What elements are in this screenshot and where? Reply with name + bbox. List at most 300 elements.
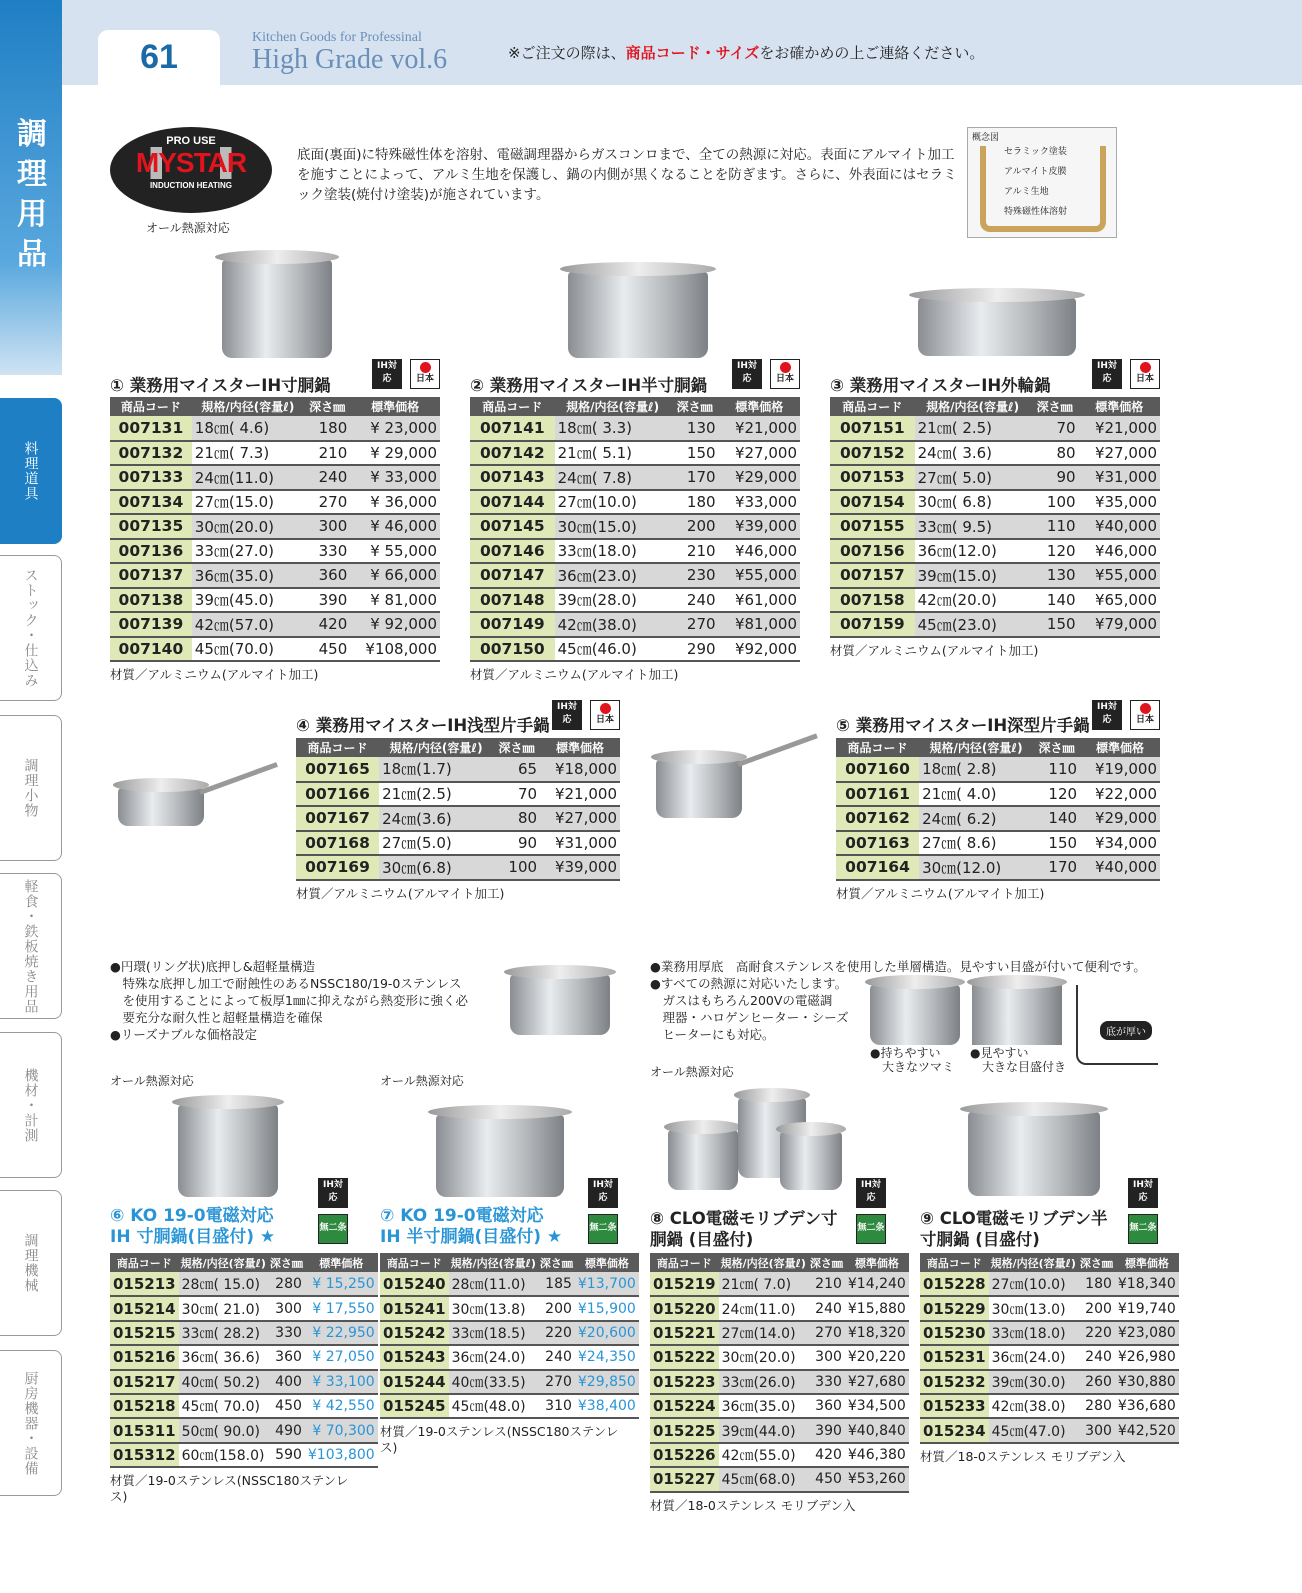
table-row <box>650 1272 909 1296</box>
table-row <box>650 1296 909 1320</box>
page-number: 61 <box>98 30 220 88</box>
table-row <box>296 757 620 782</box>
product-code: 015233 <box>920 1394 989 1418</box>
size-capacity: 39㎝(44.0) <box>719 1418 808 1442</box>
table-row <box>470 416 800 441</box>
product-code: 007156 <box>830 539 915 564</box>
table-row <box>110 1418 378 1442</box>
depth: 330 <box>268 1321 305 1345</box>
notice-suffix: をお確かめの上ご連絡ください。 <box>759 44 985 62</box>
material-note: 材質／アルミニウム(アルマイト加工) <box>110 667 319 682</box>
product-table <box>380 1253 639 1419</box>
made-in-japan-badge: 日本 <box>1130 700 1160 730</box>
depth: 240 <box>304 465 350 490</box>
table-row <box>830 514 1160 539</box>
price: ¥ 33,100 <box>305 1370 378 1394</box>
depth: 170 <box>1033 855 1080 880</box>
depth: 210 <box>808 1272 845 1296</box>
table-row <box>110 588 440 613</box>
depth: 120 <box>1031 539 1079 564</box>
size-capacity: 21㎝( 7.3) <box>192 441 304 466</box>
price: ¥24,350 <box>575 1345 639 1369</box>
logo-line2: MYSTAR <box>110 147 272 179</box>
depth: 490 <box>268 1418 305 1442</box>
column-header: 標準価格 <box>1115 1253 1179 1272</box>
column-header: 深さ㎜ <box>493 738 540 757</box>
depth: 270 <box>671 612 719 637</box>
product-code: 007163 <box>836 831 919 856</box>
depth: 120 <box>1033 782 1080 807</box>
size-capacity: 45㎝(68.0) <box>719 1467 808 1491</box>
depth: 240 <box>538 1345 575 1369</box>
table-row <box>830 588 1160 613</box>
table-row <box>110 563 440 588</box>
table-row <box>110 465 440 490</box>
column-header: 商品コード <box>836 738 919 757</box>
product-table <box>470 397 800 662</box>
column-header: 商品コード <box>296 738 379 757</box>
column-header: 商品コード <box>110 1253 179 1272</box>
product-code: 015312 <box>110 1443 179 1467</box>
size-capacity: 30㎝(6.8) <box>379 855 493 880</box>
pan-handle-5 <box>737 733 818 766</box>
price: ¥79,000 <box>1079 612 1160 637</box>
clo-caption-knob: ●持ちやすい 大きなツマミ <box>870 1046 955 1074</box>
product-code: 015216 <box>110 1345 179 1369</box>
price: ¥18,320 <box>845 1321 909 1345</box>
column-header: 規格/内径(容量ℓ) <box>179 1253 268 1272</box>
table-row <box>836 855 1160 880</box>
product-code: 007137 <box>110 563 192 588</box>
table-row <box>920 1272 1179 1296</box>
product-code: 015230 <box>920 1321 989 1345</box>
price: ¥53,260 <box>845 1467 909 1491</box>
size-capacity: 27㎝(10.0) <box>989 1272 1078 1296</box>
product-code: 007160 <box>836 757 919 782</box>
sk-badge: 無二条 <box>588 1214 618 1244</box>
table-row <box>830 465 1160 490</box>
price: ¥ 23,000 <box>350 416 440 441</box>
product-table <box>296 738 620 881</box>
table-row <box>110 1370 378 1394</box>
size-capacity: 30㎝( 6.8) <box>915 490 1031 515</box>
size-capacity: 21㎝(2.5) <box>379 782 493 807</box>
pot-image-6 <box>178 1105 278 1197</box>
all-heat-label: オール熱源対応 <box>380 1074 464 1088</box>
feature-line: を使用することによって板厚1㎜に抑えながら熱変形に強く必 <box>110 993 468 1008</box>
depth: 450 <box>304 637 350 662</box>
table-row <box>836 806 1160 831</box>
depth: 330 <box>304 539 350 564</box>
made-in-japan-badge: 日本 <box>770 359 800 389</box>
depth: 200 <box>538 1296 575 1320</box>
product-code: 015228 <box>920 1272 989 1296</box>
made-in-japan-badge: 日本 <box>590 700 620 730</box>
product-code: 007152 <box>830 441 915 466</box>
diagram-title: 概念図 <box>972 133 1000 143</box>
ih-badge: IH対応 <box>856 1178 886 1208</box>
pan-image-5 <box>656 760 742 818</box>
size-capacity: 39㎝(45.0) <box>192 588 304 613</box>
table-row <box>920 1345 1179 1369</box>
table-row <box>110 514 440 539</box>
size-capacity: 33㎝(18.0) <box>989 1321 1078 1345</box>
product-code: 007161 <box>836 782 919 807</box>
product-code: 007153 <box>830 465 915 490</box>
notice-highlight: 商品コード・サイズ <box>625 44 760 62</box>
size-capacity: 42㎝(38.0) <box>989 1394 1078 1418</box>
material-note: 材質／18-0ステンレス モリブデン入 <box>650 1497 856 1513</box>
depth: 210 <box>304 441 350 466</box>
table-row <box>470 514 800 539</box>
table-row <box>296 855 620 880</box>
depth: 100 <box>493 855 540 880</box>
price: ¥19,000 <box>1080 757 1160 782</box>
product-code: 015245 <box>380 1394 449 1418</box>
size-capacity: 40㎝(33.5) <box>449 1370 538 1394</box>
product-code: 007144 <box>470 490 555 515</box>
product-title: ① 業務用マイスターIH寸胴鍋 <box>110 376 331 395</box>
column-header: 規格/内径(容量ℓ) <box>192 397 304 416</box>
product-code: 007148 <box>470 588 555 613</box>
depth: 210 <box>671 539 719 564</box>
table-row <box>470 588 800 613</box>
table-row <box>470 612 800 637</box>
product-code: 015223 <box>650 1370 719 1394</box>
product-code: 015222 <box>650 1345 719 1369</box>
depth: 280 <box>1078 1394 1115 1418</box>
column-header: 商品コード <box>920 1253 989 1272</box>
depth: 90 <box>493 831 540 856</box>
product-code: 007162 <box>836 806 919 831</box>
table-row <box>830 416 1160 441</box>
price: ¥14,240 <box>845 1272 909 1296</box>
product-code: 007167 <box>296 806 379 831</box>
column-header: 商品コード <box>110 397 192 416</box>
price: ¥ 15,250 <box>305 1272 378 1296</box>
product-table <box>830 397 1160 638</box>
column-header: 標準価格 <box>575 1253 639 1272</box>
depth: 185 <box>538 1272 575 1296</box>
depth: 180 <box>1078 1272 1115 1296</box>
size-capacity: 33㎝( 28.2) <box>179 1321 268 1345</box>
material-note: 材質／アルミニウム(アルマイト加工) <box>470 667 679 682</box>
pot-image-8a <box>668 1130 738 1190</box>
price: ¥ 42,550 <box>305 1394 378 1418</box>
feature-line: ●業務用厚底 高耐食ステンレスを使用した単層構造。見やすい目盛が付いて便利です。 <box>650 959 1146 974</box>
size-capacity: 18㎝( 4.6) <box>192 416 304 441</box>
product-code: 015229 <box>920 1296 989 1320</box>
feature-line: 特殊な底押し加工で耐蝕性のあるNSSC180/19-0ステンレス <box>110 976 462 991</box>
pot-image-9 <box>968 1112 1100 1196</box>
depth: 360 <box>304 563 350 588</box>
depth: 270 <box>304 490 350 515</box>
depth: 150 <box>671 441 719 466</box>
pot-image-8c <box>780 1132 842 1190</box>
price: ¥26,980 <box>1115 1345 1179 1369</box>
product-code: 007146 <box>470 539 555 564</box>
product-code: 015213 <box>110 1272 179 1296</box>
product-table <box>650 1253 909 1493</box>
material-note: 材質／18-0ステンレス モリブデン入 <box>920 1448 1126 1464</box>
product-code: 007132 <box>110 441 192 466</box>
price: ¥22,000 <box>1080 782 1160 807</box>
price: ¥46,000 <box>1079 539 1160 564</box>
product-code: 007168 <box>296 831 379 856</box>
price: ¥20,600 <box>575 1321 639 1345</box>
feature-line: ヒーターにも対応。 <box>650 1027 775 1042</box>
product-code: 007145 <box>470 514 555 539</box>
sidebar-tab[interactable]: 機材・計測 <box>0 1032 62 1178</box>
diagram-layer: 特殊磁性体溶射 <box>1004 207 1068 217</box>
column-header: 標準価格 <box>1080 738 1160 757</box>
depth: 70 <box>1031 416 1079 441</box>
table-row <box>830 539 1160 564</box>
price: ¥27,000 <box>1079 441 1160 466</box>
depth: 360 <box>268 1345 305 1369</box>
table-row <box>650 1345 909 1369</box>
ih-badge: IH対応 <box>1092 359 1122 389</box>
depth: 420 <box>304 612 350 637</box>
table-row <box>920 1370 1179 1394</box>
product-code: 007135 <box>110 514 192 539</box>
column-header: 深さ㎜ <box>671 397 719 416</box>
product-code: 007164 <box>836 855 919 880</box>
table-row <box>650 1321 909 1345</box>
product-title: ⑦ KO 19-0電磁対応 IH 半寸胴鍋(目盛付) ★ <box>380 1206 563 1247</box>
depth: 180 <box>671 490 719 515</box>
price: ¥13,700 <box>575 1272 639 1296</box>
depth: 65 <box>493 757 540 782</box>
price: ¥ 29,000 <box>350 441 440 466</box>
size-capacity: 42㎝(38.0) <box>555 612 671 637</box>
logo-line1: PRO USE <box>166 135 216 147</box>
sidebar-tab[interactable]: 調理機械 <box>0 1190 62 1336</box>
price: ¥81,000 <box>719 612 800 637</box>
size-capacity: 21㎝( 2.5) <box>915 416 1031 441</box>
size-capacity: 36㎝(12.0) <box>915 539 1031 564</box>
size-capacity: 40㎝( 50.2) <box>179 1370 268 1394</box>
depth: 100 <box>1031 490 1079 515</box>
product-code: 015218 <box>110 1394 179 1418</box>
column-header: 規格/内径(容量ℓ) <box>989 1253 1078 1272</box>
table-row <box>650 1370 909 1394</box>
sidebar-tab[interactable]: 料理道具 <box>0 398 62 544</box>
depth: 330 <box>808 1370 845 1394</box>
price: ¥30,880 <box>1115 1370 1179 1394</box>
price: ¥65,000 <box>1079 588 1160 613</box>
table-row <box>830 563 1160 588</box>
material-note: 材質／19-0ステンレス(NSSC180ステンレス) <box>380 1424 619 1456</box>
size-capacity: 18㎝( 2.8) <box>919 757 1033 782</box>
column-header: 深さ㎜ <box>1078 1253 1115 1272</box>
sidebar-tab[interactable]: 軽食・鉄板焼き用品 <box>0 873 62 1019</box>
column-header: 深さ㎜ <box>1033 738 1080 757</box>
table-row <box>110 490 440 515</box>
table-row <box>380 1296 639 1320</box>
depth: 300 <box>808 1345 845 1369</box>
table-row <box>380 1370 639 1394</box>
price: ¥21,000 <box>719 416 800 441</box>
column-header: 深さ㎜ <box>304 397 350 416</box>
sk-badge: 無二条 <box>856 1214 886 1244</box>
size-capacity: 30㎝(20.0) <box>192 514 304 539</box>
mystar-logo <box>110 127 272 213</box>
product-code: 007158 <box>830 588 915 613</box>
product-code: 015226 <box>650 1443 719 1467</box>
product-code: 007134 <box>110 490 192 515</box>
table-row <box>110 1272 378 1296</box>
product-code: 007149 <box>470 612 555 637</box>
depth: 150 <box>1031 612 1079 637</box>
material-note: 材質／アルミニウム(アルマイト加工) <box>830 642 1039 658</box>
table-row <box>110 1296 378 1320</box>
size-capacity: 33㎝(27.0) <box>192 539 304 564</box>
product-table <box>836 738 1160 881</box>
product-code: 007165 <box>296 757 379 782</box>
sk-badge: 無二条 <box>318 1214 348 1244</box>
sidebar-tab[interactable]: 厨房機器・設備 <box>0 1350 62 1496</box>
all-heat-label: オール熱源対応 <box>110 1074 194 1088</box>
price: ¥46,380 <box>845 1443 909 1467</box>
price: ¥ 81,000 <box>350 588 440 613</box>
feature-line: 要充分な耐久性と超軽量構造を確保 <box>110 1010 323 1025</box>
size-capacity: 30㎝(20.0) <box>719 1345 808 1369</box>
order-notice <box>508 42 984 63</box>
product-code: 015224 <box>650 1394 719 1418</box>
price: ¥42,520 <box>1115 1418 1179 1442</box>
size-capacity: 30㎝( 21.0) <box>179 1296 268 1320</box>
price: ¥31,000 <box>1079 465 1160 490</box>
depth: 270 <box>538 1370 575 1394</box>
table-row <box>650 1443 909 1467</box>
table-row <box>650 1418 909 1442</box>
made-in-japan-badge: 日本 <box>410 359 440 389</box>
table-row <box>110 1345 378 1369</box>
product-code: 007131 <box>110 416 192 441</box>
table-row <box>110 441 440 466</box>
product-code: 015219 <box>650 1272 719 1296</box>
diagram-layer: セラミック塗装 <box>1004 147 1067 157</box>
size-capacity: 33㎝(26.0) <box>719 1370 808 1394</box>
product-code: 007151 <box>830 416 915 441</box>
size-capacity: 45㎝(70.0) <box>192 637 304 662</box>
product-code: 007133 <box>110 465 192 490</box>
size-capacity: 39㎝(28.0) <box>555 588 671 613</box>
depth: 270 <box>808 1321 845 1345</box>
price: ¥92,000 <box>719 637 800 662</box>
size-capacity: 27㎝(14.0) <box>719 1321 808 1345</box>
size-capacity: 39㎝(15.0) <box>915 563 1031 588</box>
concept-diagram <box>967 127 1117 238</box>
size-capacity: 21㎝( 7.0) <box>719 1272 808 1296</box>
ih-badge: IH対応 <box>588 1178 618 1208</box>
pan-handle-4 <box>199 762 278 795</box>
clo-caption-scale: ●見やすい 大きな目盛付き <box>970 1046 1067 1074</box>
product-code: 015225 <box>650 1418 719 1442</box>
catalog-title: High Grade vol.6 <box>252 44 448 75</box>
depth: 110 <box>1033 757 1080 782</box>
table-row <box>110 1394 378 1418</box>
depth: 220 <box>538 1321 575 1345</box>
size-capacity: 45㎝(48.0) <box>449 1394 538 1418</box>
diagram-layer: アルマイト皮膜 <box>1004 167 1067 177</box>
product-title: ② 業務用マイスターIH半寸胴鍋 <box>470 376 708 395</box>
price: ¥31,000 <box>540 831 620 856</box>
sidebar-title: 調理用品 <box>17 117 47 272</box>
ih-badge: IH対応 <box>1092 700 1122 730</box>
ih-badge: IH対応 <box>552 700 582 730</box>
depth: 290 <box>671 637 719 662</box>
price: ¥46,000 <box>719 539 800 564</box>
table-row <box>920 1418 1179 1442</box>
depth: 300 <box>268 1296 305 1320</box>
size-capacity: 42㎝(55.0) <box>719 1443 808 1467</box>
price: ¥ 17,550 <box>305 1296 378 1320</box>
intro-text: 底面(裏面)に特殊磁性体を溶射、電磁調理器からガスコンロまで、全ての熱源に対応。表面にアルマイト加工を施すことによって、アルミ生地を保護し、鍋の内側が黒くなることを防ぎます。さらに、外表面にはセラミック塗装(焼付け塗装)が施されています。 <box>297 147 957 203</box>
depth: 150 <box>1033 831 1080 856</box>
size-capacity: 30㎝(13.0) <box>989 1296 1078 1320</box>
column-header: 規格/内径(容量ℓ) <box>379 738 493 757</box>
size-capacity: 42㎝(20.0) <box>915 588 1031 613</box>
feature-line: ●円環(リング状)底押し&超軽量構造 <box>110 959 316 974</box>
depth: 200 <box>671 514 719 539</box>
product-code: 015311 <box>110 1418 179 1442</box>
depth: 360 <box>808 1394 845 1418</box>
ko-bottom-image <box>510 975 610 1035</box>
column-header: 標準価格 <box>540 738 620 757</box>
column-header: 規格/内径(容量ℓ) <box>719 1253 808 1272</box>
ih-badge: IH対応 <box>732 359 762 389</box>
size-capacity: 27㎝(10.0) <box>555 490 671 515</box>
size-capacity: 33㎝(18.5) <box>449 1321 538 1345</box>
depth: 240 <box>671 588 719 613</box>
table-row <box>836 782 1160 807</box>
depth: 280 <box>268 1272 305 1296</box>
column-header: 商品コード <box>470 397 555 416</box>
depth: 420 <box>808 1443 845 1467</box>
feature-line: ガスはもちろん200Vの電磁調 <box>650 993 833 1008</box>
pot-image-2 <box>568 272 708 358</box>
product-code: 007143 <box>470 465 555 490</box>
column-header: 標準価格 <box>305 1253 378 1272</box>
product-code: 007140 <box>110 637 192 662</box>
sidebar-tab[interactable]: ストック・仕込み <box>0 555 62 701</box>
table-row <box>470 539 800 564</box>
depth: 240 <box>808 1296 845 1320</box>
product-code: 007166 <box>296 782 379 807</box>
product-code: 007142 <box>470 441 555 466</box>
price: ¥21,000 <box>540 782 620 807</box>
price: ¥36,680 <box>1115 1394 1179 1418</box>
catalog-subtitle: Kitchen Goods for Professinal <box>252 30 422 45</box>
pot-image-7 <box>436 1115 564 1197</box>
price: ¥61,000 <box>719 588 800 613</box>
column-header: 標準価格 <box>845 1253 909 1272</box>
price: ¥23,080 <box>1115 1321 1179 1345</box>
size-capacity: 30㎝(15.0) <box>555 514 671 539</box>
size-capacity: 36㎝(24.0) <box>989 1345 1078 1369</box>
depth: 70 <box>493 782 540 807</box>
table-row <box>110 1321 378 1345</box>
sidebar-tab[interactable]: 調理小物 <box>0 715 62 861</box>
ih-badge: IH対応 <box>318 1178 348 1208</box>
material-note: 材質／アルミニウム(アルマイト加工) <box>296 885 505 901</box>
size-capacity: 60㎝(158.0) <box>179 1443 268 1467</box>
price: ¥39,000 <box>719 514 800 539</box>
size-capacity: 42㎝(57.0) <box>192 612 304 637</box>
column-header: 規格/内径(容量ℓ) <box>449 1253 538 1272</box>
